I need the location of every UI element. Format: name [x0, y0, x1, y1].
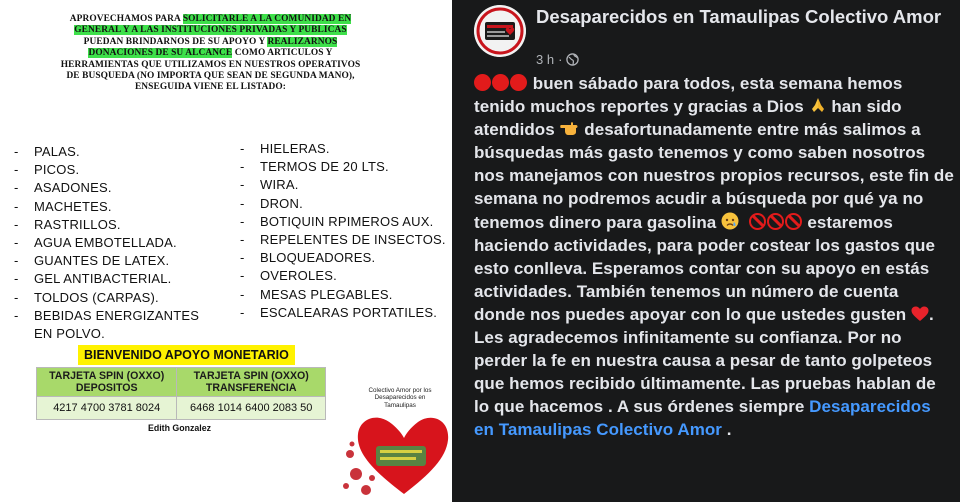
no-entry-icon [767, 213, 784, 230]
post-text-6: . [721, 420, 732, 440]
transfer-card-number: 6468 1014 6400 2083 50 [177, 397, 326, 420]
group-mention-link[interactable]: Desaparecidos en Tamaulipas Colectivo Amor [474, 397, 931, 440]
intro-part-3: COMO ARTICULOS Y HERRAMIENTAS QUE UTILIZAMOS EN NUESTROS OPERATIVOS DE BUSQUEDA (NO IMPORTA QUE SEAN DE SEGUNDA MANO), ENSEGUIDA VIENE EL LISTADO: [60, 48, 361, 93]
list-item: - PICOS. [14, 161, 214, 179]
list-item: - OVEROLES. [240, 267, 446, 285]
group-avatar[interactable] [474, 5, 526, 57]
account-holder-name: Edith Gonzalez [148, 423, 212, 433]
list-item: - MACHETES. [14, 198, 214, 216]
no-entry-icon [785, 213, 802, 230]
list-item: - BLOQUEADORES. [240, 249, 446, 267]
meta-separator: · [558, 52, 563, 67]
list-item: - BOTIQUIN RPIMEROS AUX. [240, 213, 446, 231]
post-body [474, 72, 954, 442]
list-item: - BEBIDAS ENERGIZANTES EN POLVO. [14, 307, 214, 343]
heart-logo-icon [342, 401, 452, 500]
facebook-post [452, 0, 960, 502]
red-circle-icon [510, 74, 527, 91]
items-list-left [14, 143, 214, 343]
list-item: - AGUA EMBOTELLADA. [14, 234, 214, 252]
intro-highlight-2: REALIZARNOS DONACIONES DE SU ALCANCE [88, 36, 338, 59]
list-item: - GUANTES DE LATEX. [14, 252, 214, 270]
post-text-3: desafortunadamente entre más salimos a búsquedas más gasto tenemos y como saben nosotros nos manejamos con nuestros propios recursos, este fin de semana no podremos acudir a búsqueda por qué ya no tenemos dinero para gasolina [474, 120, 954, 232]
deposit-card-number: 4217 4700 3781 8024 [37, 397, 177, 420]
globe-icon[interactable] [566, 53, 579, 66]
post-meta [536, 52, 579, 67]
list-item: - HIELERAS. [240, 140, 446, 158]
list-item: - TERMOS DE 20 LTS. [240, 158, 446, 176]
donation-flyer-image[interactable] [0, 0, 452, 502]
monetary-support-title: BIENVENIDO APOYO MONETARIO [78, 345, 295, 365]
intro-part-2: PUEDAN BRINDARNOS DE SU APOYO Y [83, 36, 268, 47]
header-line: DEPOSITOS [75, 382, 138, 394]
praying-hands-icon [809, 96, 827, 114]
red-heart-icon [911, 306, 929, 322]
post-time[interactable]: 3 h [536, 52, 555, 67]
list-item: - WIRA. [240, 176, 446, 194]
flyer-intro-text [58, 14, 363, 94]
post-text-1: buen sábado para todos, esta semana hemos tenido muchos reportes y gracias a Dios [474, 74, 903, 117]
list-item: - PALAS. [14, 143, 214, 161]
pointing-hand-icon [560, 119, 580, 137]
list-item: - REPELENTES DE INSECTOS. [240, 231, 446, 249]
list-item: - TOLDOS (CARPAS). [14, 289, 214, 307]
group-logo-icon [474, 5, 526, 57]
red-circle-icon [474, 74, 491, 91]
post-text-5: . Les agradecemos infinitamente su confianza. Por no perder la fe en nuestra causa a pesar de tanto golpeteos que hemos recibido últimamente. Las pruebas hablan de lo que hacemos . A sus órdenes siempre [474, 304, 936, 417]
list-item: - MESAS PLEGABLES. [240, 286, 446, 304]
red-circle-icon [492, 74, 509, 91]
items-list-right [240, 140, 446, 322]
sticker-line: Tamaulipas [384, 401, 416, 409]
list-item: - DRON. [240, 195, 446, 213]
intro-highlight-1: SOLICITARLE A LA COMUNIDAD EN GENERAL Y A LAS INSTITUCIONES PRIVADAS Y PUBLICAS [74, 14, 352, 36]
intro-part-1: APROVECHAMOS PARA [69, 14, 183, 24]
header-line: TRANSFERENCIA [205, 382, 297, 394]
table-header-deposits [37, 368, 177, 397]
post-text-4: estaremos haciendo actividades, para poder costear los gastos que esto conlleva. Esperamos contar con su apoyo en estás actividades. También tenemos un número de cuenta donde nos puedes apoyar con lo que ustedes gusten [474, 212, 935, 324]
list-item: - GEL ANTIBACTERIAL. [14, 270, 214, 288]
post-text-2: han sido atendidos [474, 97, 902, 140]
header-line: TARJETA SPIN (OXXO) [49, 370, 165, 382]
list-item: - ASADONES. [14, 179, 214, 197]
crying-face-icon [721, 212, 739, 230]
no-entry-icon [749, 213, 766, 230]
table-header-transfer [177, 368, 326, 397]
list-item: - ESCALEARAS PORTATILES. [240, 304, 446, 322]
sticker-line: Colectivo Amor por los [368, 387, 432, 394]
header-line: TARJETA SPIN (OXXO) [193, 370, 309, 382]
payment-table [36, 367, 326, 420]
sticker-line: Desaparecidos en [374, 394, 426, 402]
list-item: - RASTRILLOS. [14, 216, 214, 234]
group-name-link[interactable]: Desaparecidos en Tamaulipas Colectivo Amor [536, 6, 942, 27]
